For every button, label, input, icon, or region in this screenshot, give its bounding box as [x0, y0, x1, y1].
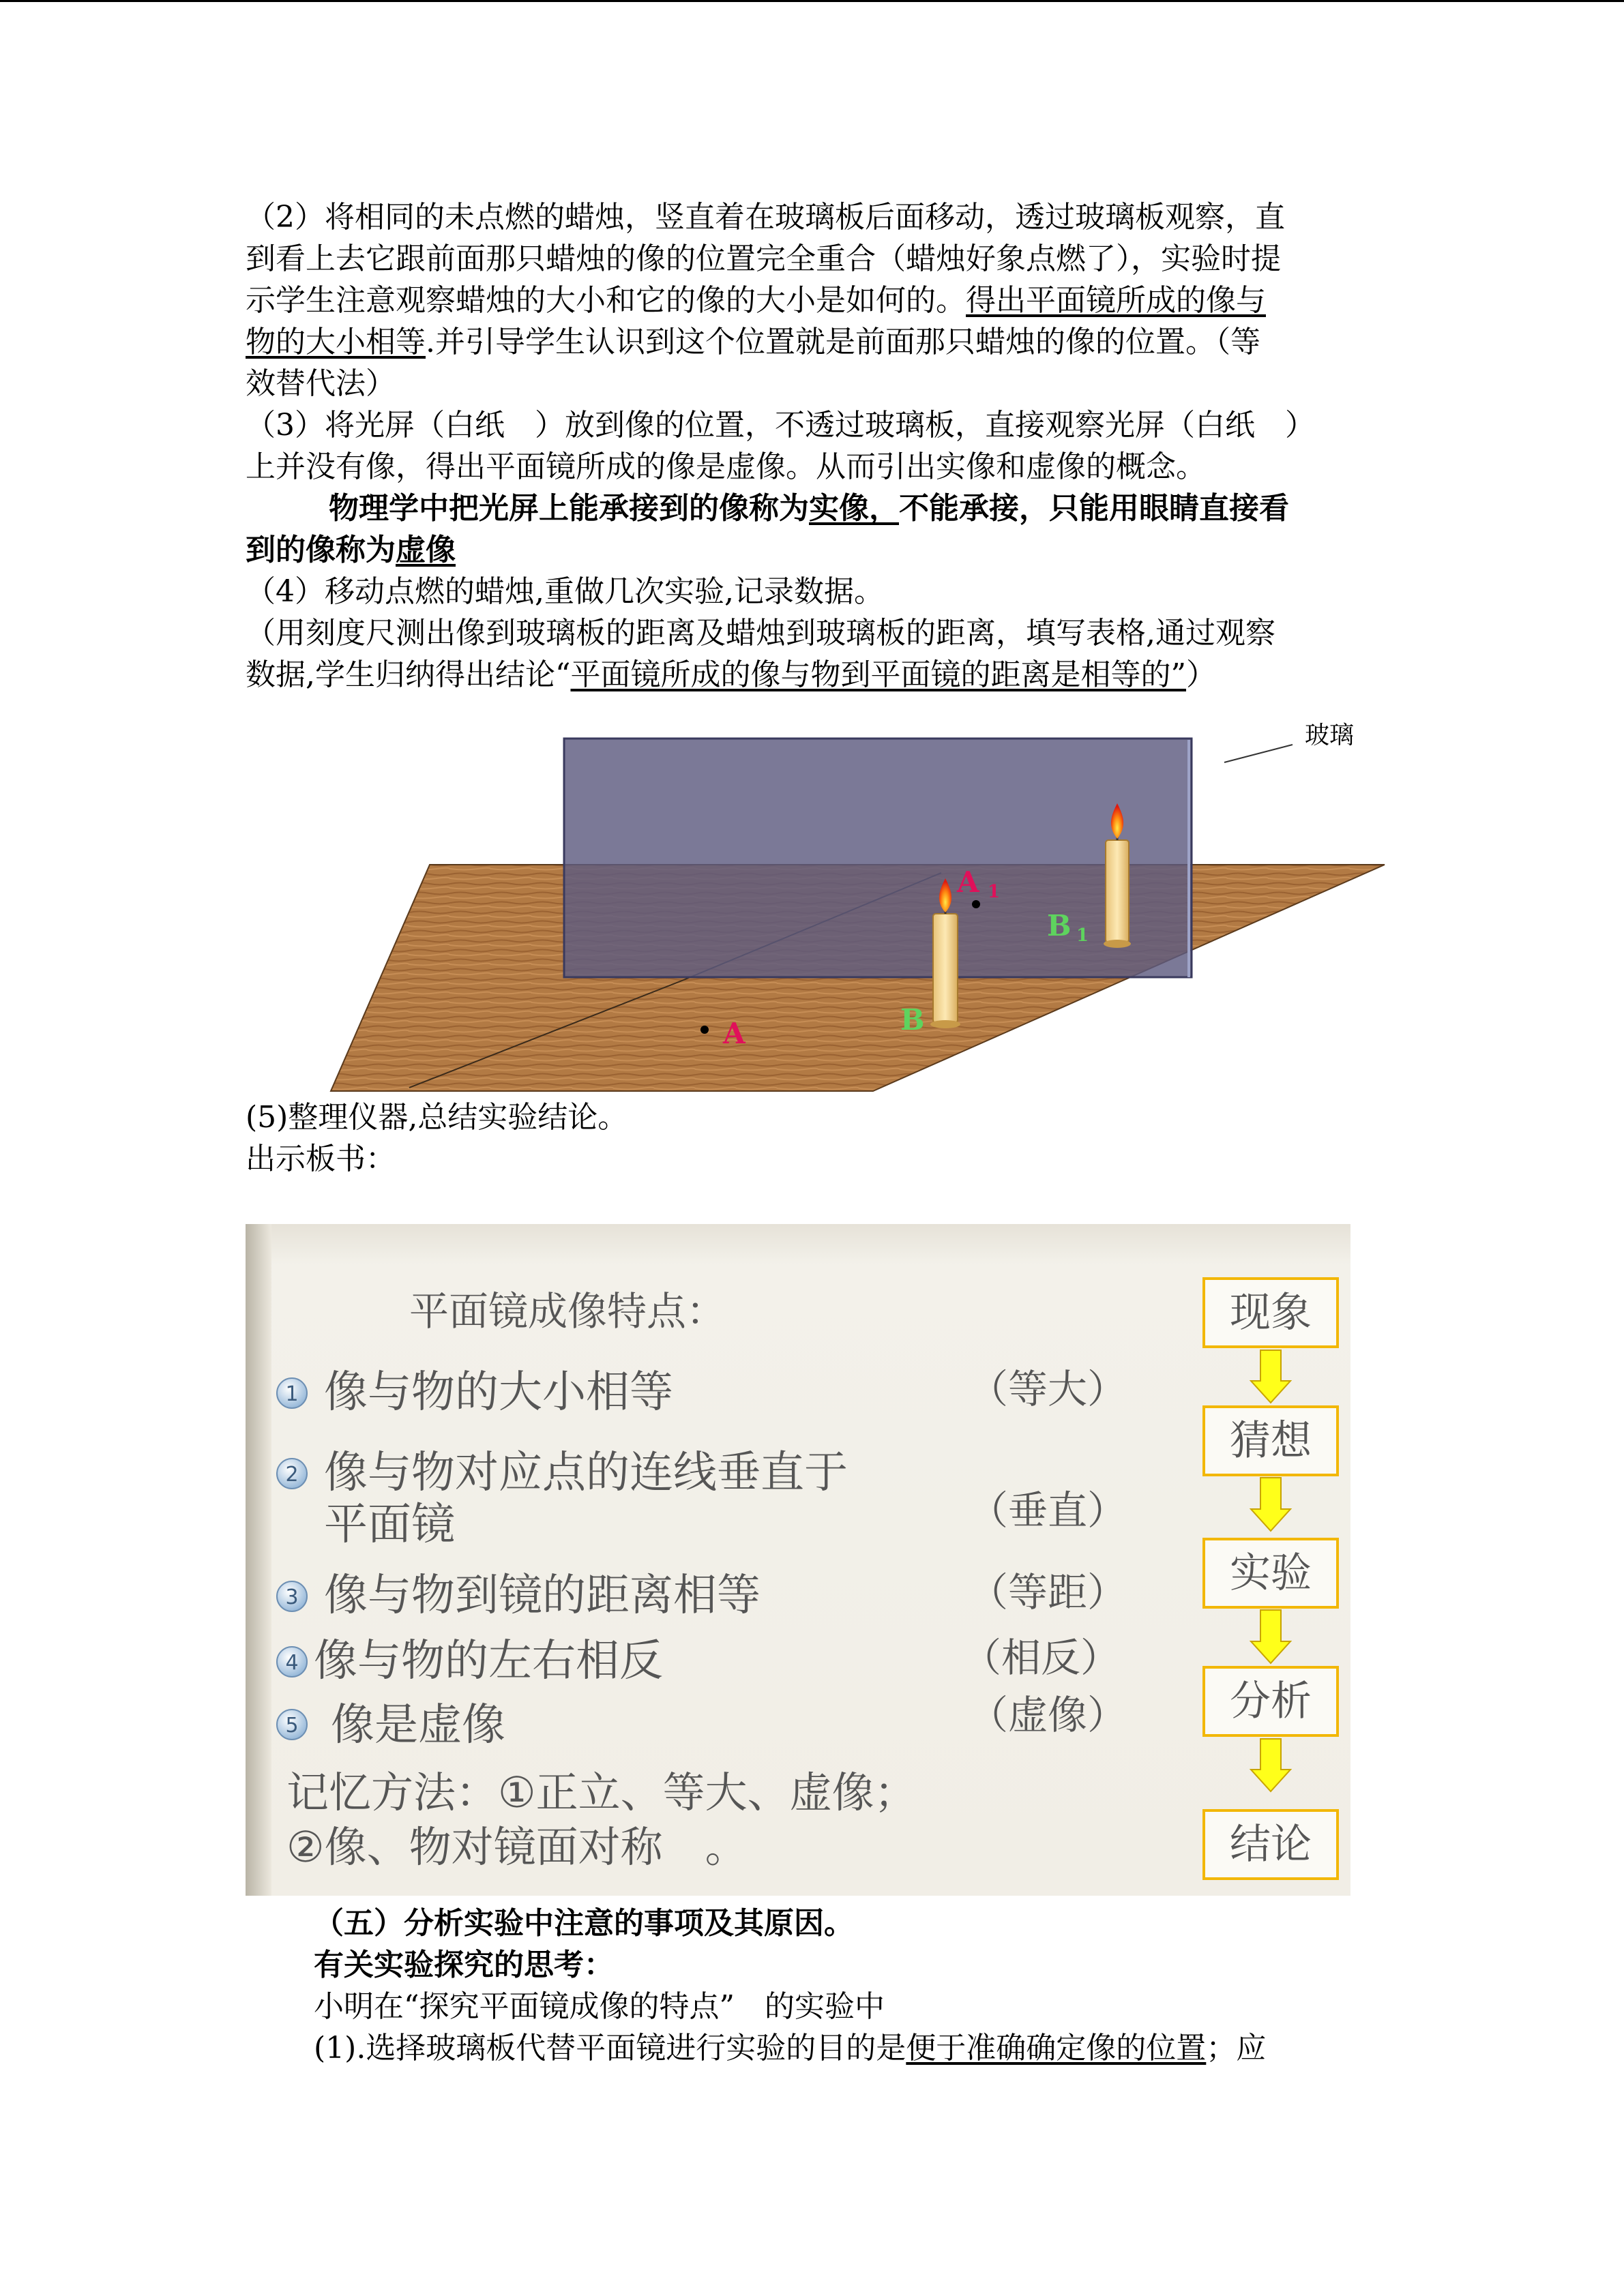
question-text: (1).选择玻璃板代替平面镜进行实验的目的是: [314, 2031, 906, 2066]
step4-underlined-conclusion: 平面镜所成的像与物到平面镜的距离是相等的”: [570, 657, 1186, 692]
paragraph-step4-line2: （用刻度尺测出像到玻璃板的距离及蜡烛到玻璃板的距离，填写表格,通过观察: [246, 616, 1275, 651]
section-five: [314, 1903, 1378, 2069]
memory-method-line1: 记忆方法：①正立、等大、虚像；: [286, 1768, 917, 1817]
section-five-subheading: 有关实验探究的思考：: [314, 1948, 614, 1982]
step2-underlined-conclusion: 得出平面镜所成的像与: [966, 283, 1266, 318]
definition-line1: [246, 488, 1378, 529]
item-number: 1: [285, 1382, 299, 1406]
paragraph-step2-line3: [246, 280, 1378, 321]
step2-text-cont: .并引导学生认识到这个位置就是前面那只蜡烛的像的位置。（等: [426, 325, 1260, 359]
paragraph-step2-line4: [246, 321, 1378, 363]
definition-text-end: 到的像称为: [246, 533, 396, 567]
paragraph-show-board: 出示板书：: [246, 1142, 396, 1176]
flow-label-conclusion: 结论: [1230, 1821, 1312, 1868]
board-item-5-text: 像是虚像: [331, 1700, 505, 1750]
label-b1-subscript: 1: [1076, 925, 1089, 946]
point-a1-dot: [972, 900, 980, 908]
mirror-experiment-figure: [327, 709, 1391, 1098]
board-item-1-tag: （等大）: [969, 1366, 1127, 1412]
flow-label-hypothesis: 猜想: [1230, 1417, 1312, 1465]
body-text-top: [246, 196, 1378, 696]
step2-underlined-conclusion-end: 物的大小相等: [246, 325, 426, 359]
question-text-cont: ；应: [1206, 2031, 1267, 2066]
board-left-edge: [246, 1224, 271, 1896]
item-number: 2: [285, 1463, 299, 1487]
definition-text: 物理学中把光屏上能承接到的像称为: [329, 491, 809, 526]
section-five-line1: 小明在“探究平面镜成像的特点” 的实验中: [314, 1989, 885, 2024]
glass-label: 玻璃: [1305, 721, 1355, 749]
real-image-term: 实像，: [809, 491, 899, 526]
label-a1: A: [957, 865, 979, 899]
paragraph-step2-line1: （2）将相同的未点燃的蜡烛，竖直着在玻璃板后面移动，透过玻璃板观察，直: [246, 200, 1285, 235]
item-number: 4: [285, 1651, 299, 1675]
board-item-2-tag: （垂直）: [969, 1487, 1127, 1534]
board-item-5-tag: （虚像）: [969, 1692, 1127, 1738]
label-b1: B: [1047, 909, 1072, 942]
item-number: 5: [285, 1714, 299, 1738]
paragraph-step2-line5: 效替代法）: [246, 366, 396, 401]
flow-label-experiment: 实验: [1230, 1549, 1312, 1597]
definition-line2: [246, 529, 1378, 571]
section-five-line2: [314, 2027, 1378, 2069]
board-item-3-text: 像与物到镜的距离相等: [324, 1570, 761, 1621]
board-item-4-tag: （相反）: [962, 1635, 1121, 1681]
step2-text: 示学生注意观察蜡烛的大小和它的像的大小是如何的。: [246, 283, 966, 318]
blackboard-summary-slide: [246, 1224, 1350, 1896]
step4-close-paren: ）: [1185, 657, 1216, 692]
top-border-line: [0, 0, 1624, 2]
label-b: B: [900, 1003, 925, 1037]
paragraph-step2-line2: 到看上去它跟前面那只蜡烛的像的位置完全重合（蜡烛好象点燃了），实验时提: [246, 241, 1281, 276]
paragraph-step4-line3: [246, 654, 1378, 696]
board-item-3-tag: （等距）: [969, 1569, 1127, 1615]
board-item-2-text: 像与物对应点的连线垂直于: [324, 1448, 848, 1498]
board-item-1-text: 像与物的大小相等: [324, 1367, 673, 1418]
point-a-dot: [700, 1026, 709, 1034]
paragraph-step3-line2: 上并没有像，得出平面镜所成的像是虚像。从而引出实像和虚像的概念。: [246, 449, 1206, 484]
label-a1-subscript: 1: [988, 882, 1001, 902]
flow-label-phenomenon: 现象: [1230, 1289, 1312, 1337]
glass-label-leader: [1224, 745, 1293, 762]
paragraph-step5: (5)整理仪器,总结实验结论。: [246, 1100, 628, 1135]
definition-text-cont: 不能承接，只能用眼睛直接看: [899, 491, 1289, 526]
body-text-mid: [246, 1097, 1378, 1180]
board-item-2-text-cont: 平面镜: [324, 1500, 455, 1550]
flow-label-analysis: 分析: [1230, 1678, 1312, 1725]
memory-method-line2: ②像、物对镜面对称 。: [286, 1822, 748, 1872]
label-a: A: [723, 1017, 745, 1050]
board-title: 平面镜成像特点：: [409, 1288, 726, 1335]
virtual-image-term: 虚像: [396, 533, 456, 567]
item-number: 3: [285, 1585, 299, 1609]
section-five-heading: （五）分析实验中注意的事项及其原因。: [314, 1906, 854, 1941]
paragraph-step4-line1: （4）移动点燃的蜡烛,重做几次实验,记录数据。: [246, 574, 884, 609]
step4-text: 数据,学生归纳得出结论“: [246, 657, 571, 692]
paragraph-step3-line1: （3）将光屏（白纸 ）放到像的位置，不透过玻璃板，直接观察光屏（白纸 ）: [246, 408, 1315, 443]
answer-underlined: 便于准确确定像的位置: [906, 2031, 1207, 2066]
board-item-4-text: 像与物的左右相反: [314, 1636, 663, 1686]
glass-plate: [564, 739, 1192, 977]
